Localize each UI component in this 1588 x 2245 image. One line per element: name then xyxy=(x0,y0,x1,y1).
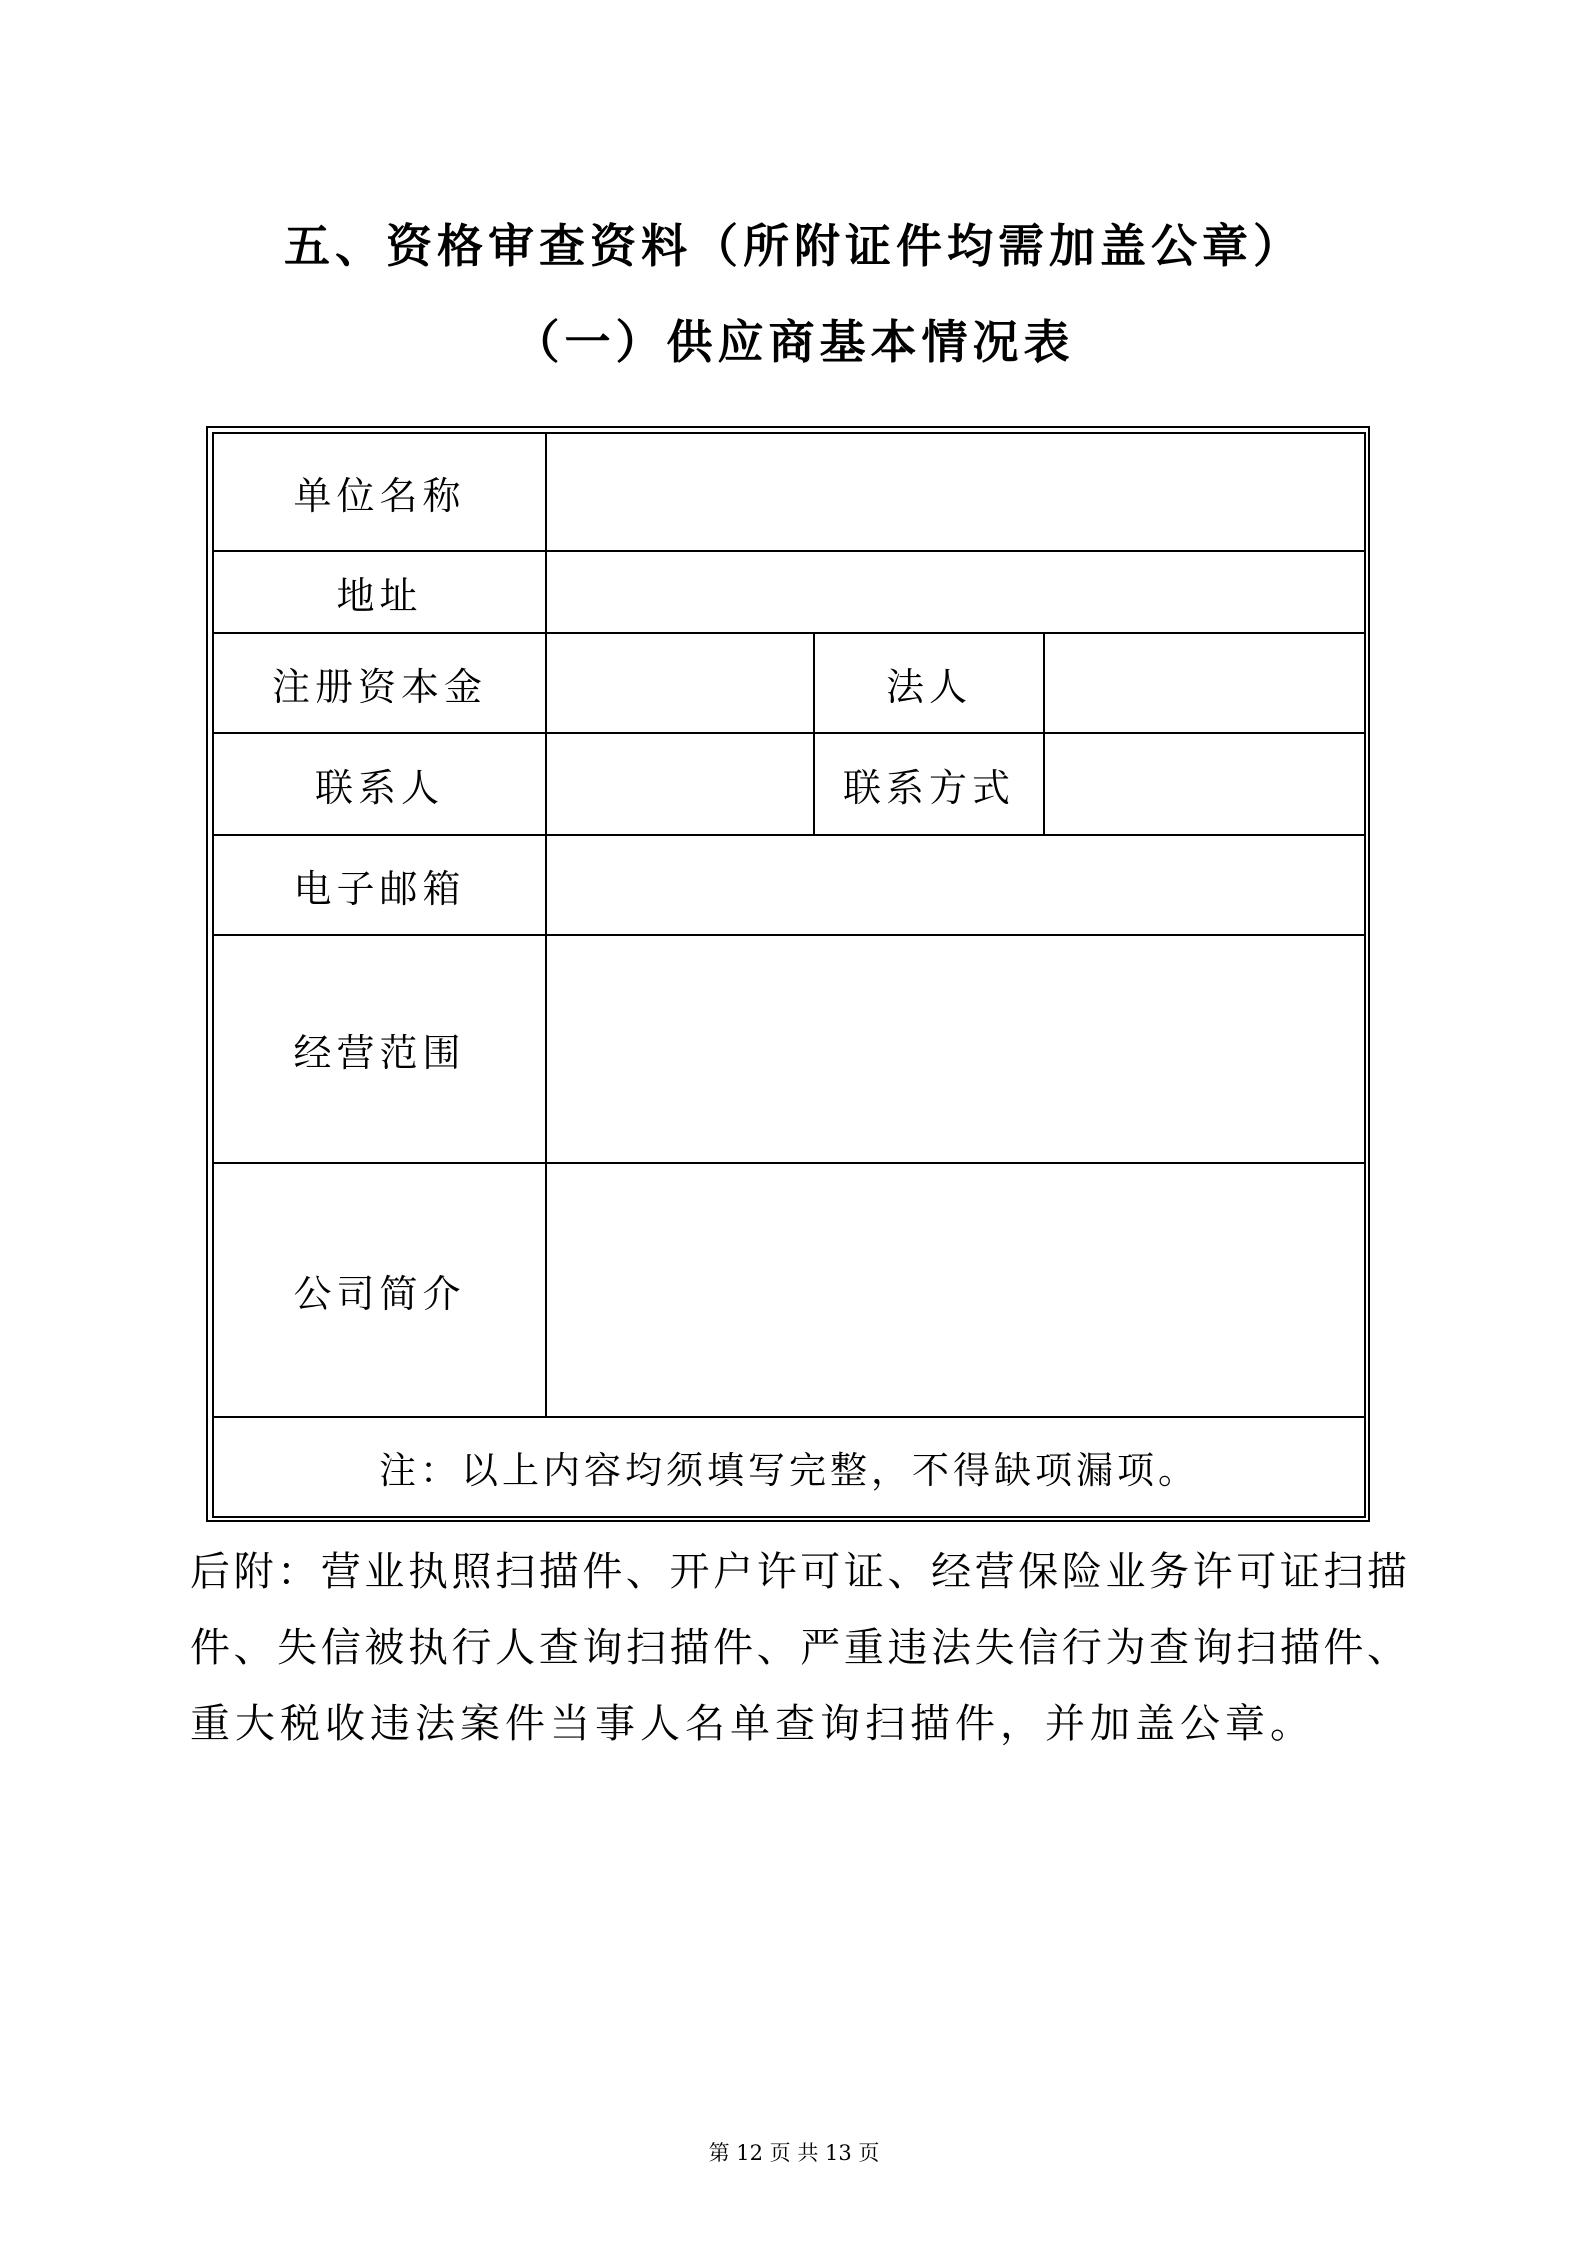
email-field[interactable] xyxy=(546,835,1365,935)
registered-capital-label: 注册资本金 xyxy=(213,633,546,733)
contact-person-field[interactable] xyxy=(546,733,814,835)
email-label: 电子邮箱 xyxy=(213,835,546,935)
supplier-info-table xyxy=(212,432,1366,1518)
attachment-line: 件、失信被执行人查询扫描件、严重违法失信行为查询扫描件、 xyxy=(190,1625,1410,1671)
address-field[interactable] xyxy=(546,551,1365,633)
form-note: 注：以上内容均须填写完整，不得缺项漏项。 xyxy=(213,1417,1365,1517)
business-scope-label: 经营范围 xyxy=(213,935,546,1163)
table-row xyxy=(213,633,1365,733)
table-row xyxy=(213,835,1365,935)
table-row xyxy=(213,935,1365,1163)
company-profile-label: 公司简介 xyxy=(213,1163,546,1417)
supplier-info-form xyxy=(206,426,1370,1522)
company-profile-field[interactable] xyxy=(546,1163,1365,1417)
contact-method-field[interactable] xyxy=(1044,733,1365,835)
section-subtitle: （一）供应商基本情况表 xyxy=(513,315,1075,369)
company-name-label: 单位名称 xyxy=(213,433,546,551)
registered-capital-field[interactable] xyxy=(546,633,814,733)
attachment-note xyxy=(190,1534,1410,1762)
table-row xyxy=(213,1163,1365,1417)
page-number-footer: 第 12 页 共 13 页 xyxy=(708,2141,880,2165)
table-row xyxy=(213,551,1365,633)
page-title: 五、资格审查资料（所附证件均需加盖公章） xyxy=(284,219,1304,273)
table-row xyxy=(213,733,1365,835)
attachment-line: 重大税收违法案件当事人名单查询扫描件，并加盖公章。 xyxy=(190,1701,1315,1747)
address-label: 地址 xyxy=(213,551,546,633)
table-row xyxy=(213,433,1365,551)
contact-method-label: 联系方式 xyxy=(814,733,1044,835)
contact-person-label: 联系人 xyxy=(213,733,546,835)
business-scope-field[interactable] xyxy=(546,935,1365,1163)
company-name-field[interactable] xyxy=(546,433,1365,551)
legal-person-field[interactable] xyxy=(1044,633,1365,733)
table-row xyxy=(213,1417,1365,1517)
attachment-line: 后附：营业执照扫描件、开户许可证、经营保险业务许可证扫描 xyxy=(190,1549,1410,1595)
legal-person-label: 法人 xyxy=(814,633,1044,733)
